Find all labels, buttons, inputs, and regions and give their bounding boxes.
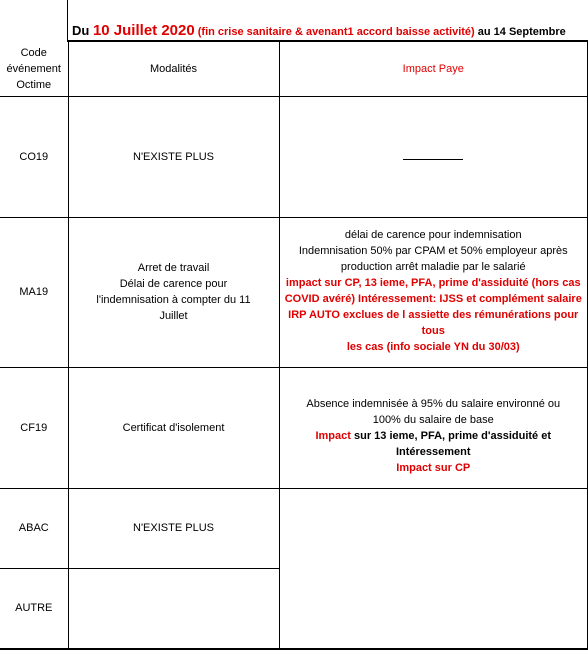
impact-line-red: COVID avéré) Intéressement: IJSS et complément salaire — [284, 292, 582, 305]
header-code-line: Octime — [16, 78, 52, 91]
events-table — [0, 42, 588, 649]
header-code-cell[interactable] — [0, 42, 68, 96]
modalites-cell[interactable] — [68, 367, 279, 488]
modalites-cell[interactable] — [68, 217, 279, 367]
period-banner — [67, 0, 588, 42]
table-row — [0, 217, 588, 367]
header-modalites: Modalités — [149, 62, 198, 75]
table-row — [0, 96, 588, 217]
impact-prefix: Impact — [315, 429, 351, 442]
impact-line-mixed — [283, 428, 585, 460]
modalites-cell[interactable] — [68, 488, 279, 568]
bottom-border — [0, 648, 588, 650]
modalites-cell[interactable] — [68, 96, 279, 217]
event-code: ABAC — [18, 522, 49, 534]
code-cell[interactable] — [0, 96, 68, 217]
impact-cell[interactable] — [279, 96, 588, 217]
impact-rest: sur 13 ieme, PFA, prime d'assiduité et Intéressement — [350, 429, 552, 458]
modalites-text: N'EXISTE PLUS — [133, 150, 214, 163]
modalites-cell[interactable] — [68, 568, 279, 648]
impact-cell-merged[interactable] — [279, 488, 588, 648]
modalites-line: Juillet — [159, 310, 188, 322]
header-code-line: Code — [20, 46, 47, 59]
header-code-line: événement — [6, 62, 61, 75]
table-row — [0, 367, 588, 488]
impact-line-red: Impact sur CP — [396, 461, 471, 474]
banner-note: (fin crise sanitaire & avenant1 accord baisse activité) — [194, 26, 475, 38]
header-impact: Impact Paye — [402, 62, 464, 75]
event-code: MA19 — [19, 286, 49, 298]
header-impact-cell[interactable] — [279, 42, 588, 96]
modalites-text: Certificat d'isolement — [122, 421, 225, 434]
impact-line-red: les cas (info sociale YN du 30/03) — [346, 340, 520, 353]
blank-underline — [403, 159, 463, 160]
impact-line: Absence indemnisée à 95% du salaire environné ou — [306, 397, 561, 410]
impact-line-red: IRP AUTO exclues de l assiette des rémunérations pour tous — [288, 308, 579, 337]
impact-cell[interactable] — [279, 367, 588, 488]
impact-line: 100% du salaire de base — [372, 413, 494, 426]
event-code: CF19 — [20, 421, 48, 434]
code-cell[interactable] — [0, 217, 68, 367]
code-cell[interactable] — [0, 488, 68, 568]
impact-line-red: impact sur CP, 13 ieme, PFA, prime d'assiduité (hors cas — [285, 276, 581, 289]
code-cell[interactable] — [0, 367, 68, 488]
modalites-line: Arret de travail — [137, 262, 210, 274]
code-cell[interactable] — [0, 568, 68, 648]
modalites-text: N'EXISTE PLUS — [133, 522, 214, 534]
banner-date: 10 Juillet 2020 — [92, 22, 195, 39]
impact-cell[interactable] — [279, 217, 588, 367]
table-row — [0, 488, 588, 568]
impact-line: délai de carence pour indemnisation — [344, 228, 522, 241]
modalites-line: Délai de carence pour — [119, 278, 228, 290]
banner-tail: au 14 Septembre — [474, 26, 566, 38]
header-modalites-cell[interactable] — [68, 42, 279, 96]
modalites-line: l'indemnisation à compter du 11 — [96, 294, 251, 306]
banner-prefix: Du — [72, 23, 93, 38]
banner-title — [72, 22, 566, 39]
impact-line: Indemnisation 50% par CPAM et 50% employeur après — [298, 244, 568, 257]
impact-line: production arrêt maladie par le salarié — [340, 260, 526, 273]
event-code: CO19 — [19, 150, 49, 163]
header-row — [0, 42, 588, 96]
event-code: AUTRE — [15, 602, 53, 614]
